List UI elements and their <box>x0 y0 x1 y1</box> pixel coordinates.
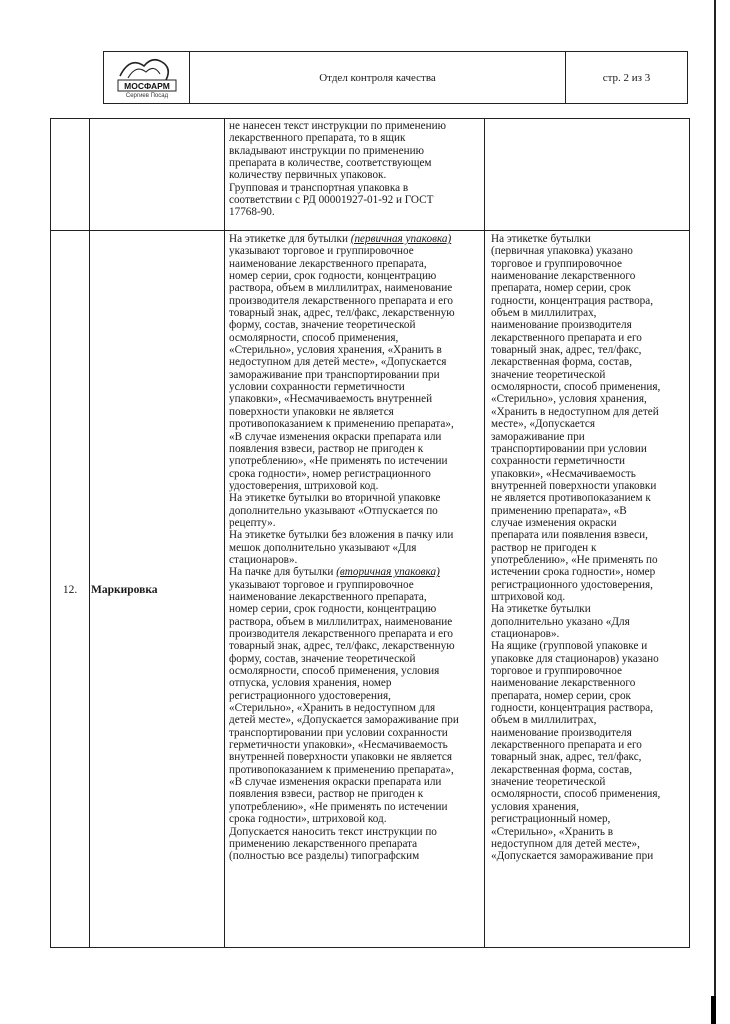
requirement-paragraph: указывают торговое и группировочное наименование лекарственного препарата, номер серии, срок годности, концентрацию раствора, объем в миллилитрах, наименование производителя лекарственного препарата и его товарный знак, адрес, тел/факс, лекарственную форму, состав, значение теоретической осмолярности, способ применения, «Стерильно», условия хранения, «Хранить в недоступном для детей месте», «Допускается замораживание при транспортировании при условии сохранности герметичности упаковки», «Несмачиваемость внутренней поверхности упаковки не является противопоказанием к применению препарата», «В случае изменения окраски препарата или появления взвеси, раствор не пригоден к употреблению», «Не применять по истечении срока годности», номер регистрационного удостоверения, штриховой код. На этикетке бутылки во вторичной упаковке дополнительно указывают «Отпускается по рецепту». На этикетке бутылки без вложения в пачку или мешок дополнительно указывают «Для стационаров». <box>229 245 455 566</box>
page-indicator: стр. 2 из 3 <box>602 71 651 84</box>
section-name: Маркировка <box>91 584 158 596</box>
company-logo <box>104 52 190 103</box>
result-text: На этикетке бутылки (первичная упаковка) указано торговое и группировочное наименование лекарственного препарата, номер серии, срок годности, концентрация раствора, объем в миллилитрах, наименование производителя лекарственного препарата и его товарный знак, адрес, тел/факс, лекарственная форма, состав, значение теоретической осмолярности, способ применения, «Стерильно», условия хранения, «Хранить в недоступном для детей месте», «Допускается замораживание при транспортировании при условии сохранности герметичности упаковки», «Несмачиваемость внутренней поверхности упаковки не является противопоказанием к применению препарата», «В случае изменения окраски препарата или появления взвеси, раствор не пригоден к употреблению», «Не применять по истечении срока годности», номер регистрационного удостоверения, штриховой код. На этикетке бутылки дополнительно указано «Для стационаров». На ящике (групповой упаковке и упаковке для стационаров) указано торговое и группировочное наименование лекарственного препарата, номер серии, срок годности, концентрация раствора, объем в миллилитрах, наименование производителя лекарственного препарата и его товарный знак, адрес, тел/факс, лекарственная форма, состав, значение теоретической осмолярности, способ применения, условия хранения, регистрационный номер, «Стерильно», «Хранить в недоступном для детей месте», «Допускается замораживание при <box>491 233 661 863</box>
requirement-paragraph: указывают торговое и группировочное наименование лекарственного препарата, номер серии, срок годности, концентрацию раствора, объем в миллилитрах, наименование производителя лекарственного препарата и его товарный знак, адрес, тел/факс, лекарственную форму, состав, значение теоретической осмолярности, способ применения, условия отпуска, условия хранения, номер регистрационного удостоверения, «Стерильно», «Хранить в недоступном для детей месте», «Допускается замораживание при транспортировании при условии сохранности герметичности упаковки», «Несмачиваемость внутренней поверхности упаковки не является противопоказанием к применению препарата», «В случае изменения окраски препарата или появления взвеси, раствор не пригоден к употреблению», «Не применять по истечении срока годности», штриховой код. Допускается наносить текст инструкции по применению лекарственного препарата (полностью все разделы) типографским <box>229 578 459 863</box>
requirement-line: На этикетке для бутылки <box>229 233 351 245</box>
specification-table <box>50 118 690 948</box>
column-divider <box>224 119 225 947</box>
requirement-text <box>229 233 459 863</box>
row-number: 12. <box>62 584 78 596</box>
requirement-emphasis: (вторичная упаковка) <box>336 566 440 579</box>
row-divider <box>51 230 689 231</box>
column-divider <box>89 119 90 947</box>
scan-edge-mark <box>711 996 716 1024</box>
continuation-requirement-text: не нанесен текст инструкции по применению лекарственного препарата, то в ящик вкладывают инструкции по применению препарата в количестве, соответствующем количеству первичных упаковок. Групповая и транспортная упаковка в соответствии с РД 00001927-01-92 и ГОСТ 17768-90. <box>229 120 446 219</box>
logo-text: МОСФАРМ <box>124 81 170 91</box>
document-header <box>103 51 688 104</box>
scan-edge-line <box>714 0 716 1024</box>
requirement-emphasis: (первичная упаковка) <box>350 233 452 245</box>
department-title: Отдел контроля качества <box>190 52 566 103</box>
logo-subtitle: Сергиев Посад <box>125 93 169 99</box>
requirement-line: На пачке для бутылки <box>229 566 337 579</box>
mosfarm-logo-icon <box>114 54 180 94</box>
column-divider <box>484 119 485 947</box>
